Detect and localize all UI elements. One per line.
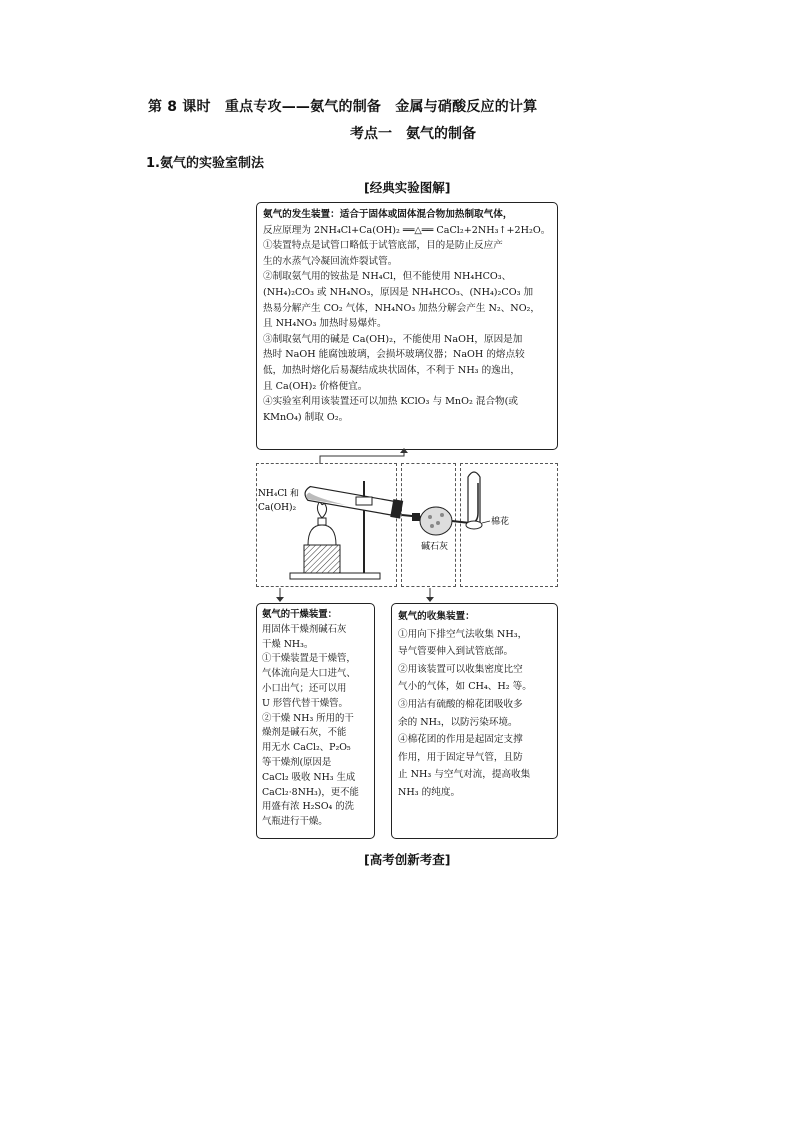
- col-line: 导气管要伸入到试管底部。: [398, 646, 514, 658]
- apparatus-illustration: [256, 463, 558, 587]
- dry-line: 用固体干燥剂碱石灰: [262, 623, 347, 635]
- dry-line: 小口出气；还可以用: [262, 682, 347, 694]
- section-heading: 1.氨气的实验室制法: [146, 156, 264, 171]
- dry-line: ①干燥装置是干燥管，: [262, 653, 356, 665]
- gen-line: ④实验室利用该装置还可以加热 KClO₃ 与 MnO₂ 混合物(或: [263, 396, 518, 408]
- diagram-label: [经典实验图解]: [364, 180, 451, 195]
- gen-line: 氨气的发生装置：适合于固体或固体混合物加热制取气体，: [263, 209, 513, 220]
- dry-line: 气瓶进行干燥。: [262, 816, 328, 828]
- gen-line: 反应原理为 2NH₄Cl+Ca(OH)₂ ══△══ CaCl₂+2NH₃↑+2H₂O。: [263, 224, 551, 236]
- dry-line: U 形管代替干燥管。: [262, 697, 348, 709]
- dry-line: CaCl₂·8NH₃)，更不能: [262, 786, 359, 798]
- drying-label: 碱石灰: [421, 542, 449, 552]
- dry-line: 气体流向是大口进气、: [262, 668, 356, 680]
- col-line: ②用该装置可以收集密度比空: [398, 663, 523, 675]
- gen-line: 且 NH₄NO₃ 加热时易爆炸。: [263, 318, 387, 330]
- dry-line: 用无水 CaCl₂、P₂O₅: [262, 742, 351, 754]
- dry-line: 干燥 NH₃。: [262, 638, 314, 650]
- col-line: 氨气的收集装置：: [398, 611, 475, 622]
- gen-line: KMnO₄) 制取 O₂。: [263, 411, 349, 423]
- col-line: NH₃ 的纯度。: [398, 786, 461, 798]
- dry-line: 等干燥剂(原因是: [262, 756, 332, 768]
- drying-tube-bulb: [420, 507, 452, 535]
- col-line: 余的 NH₃，以防污染环境。: [398, 716, 518, 728]
- collection-delivery-tube: [470, 483, 478, 523]
- bottom-label: [高考创新考查]: [364, 852, 451, 867]
- dry-line: CaCl₂ 吸收 NH₃ 生成: [262, 771, 356, 783]
- dry-line: 用盛有浓 H₂SO₄ 的洗: [262, 801, 355, 813]
- generation-box: [256, 202, 558, 450]
- col-line: 气小的气体，如 CH₄、H₂ 等。: [398, 681, 532, 693]
- col-line: 止 NH₃ 与空气对流，提高收集: [398, 769, 531, 781]
- col-line: ①用向下排空气法收集 NH₃，: [398, 628, 528, 640]
- wooden-block: [304, 545, 340, 573]
- dry-line: 燥剂是碱石灰，不能: [262, 727, 347, 739]
- cotton-icon: [466, 521, 482, 529]
- reagent-label-1: NH₄Cl 和: [258, 489, 299, 499]
- gen-line: 低，加热时熔化后易凝结成块状固体，不利于 NH₃ 的逸出，: [263, 364, 520, 376]
- gen-line: ①装置特点是试管口略低于试管底部，目的是防止反应产: [263, 240, 503, 252]
- alcohol-lamp: [308, 525, 336, 545]
- gen-line: (NH₄)₂CO₃ 或 NH₄NO₃，原因是 NH₄HCO₃、(NH₄)₂CO₃ 加: [263, 286, 534, 298]
- dry-line: ②干燥 NH₃ 所用的干: [262, 712, 354, 724]
- clamp: [356, 497, 372, 505]
- gen-line: 且 Ca(OH)₂ 价格便宜。: [263, 380, 368, 392]
- gen-line: 热易分解产生 CO₂ 气体，NH₄NO₃ 加热分解会产生 N₂、NO₂，: [263, 302, 540, 314]
- gen-line: ②制取氨气用的铵盐是 NH₄Cl，但不能使用 NH₄HCO₃、: [263, 271, 512, 283]
- gen-line: ③制取氨气用的碱是 Ca(OH)₂，不能使用 NaOH，原因是加: [263, 333, 523, 345]
- page-title: 第 8 课时 重点专攻——氨气的制备 金属与硝酸反应的计算: [148, 99, 538, 115]
- stand-base: [290, 573, 380, 579]
- gen-line: 生的水蒸气冷凝回流炸裂试管。: [263, 255, 398, 267]
- reagent-label-2: Ca(OH)₂: [258, 503, 297, 513]
- collection-box: [391, 603, 558, 839]
- col-line: ④棉花团的作用是起固定支撑: [398, 734, 523, 746]
- col-line: 作用，用于固定导气管，且防: [398, 751, 523, 763]
- page-subtitle: 考点一 氨气的制备: [350, 126, 476, 142]
- gen-line: 热时 NaOH 能腐蚀玻璃，会损坏玻璃仪器；NaOH 的熔点较: [263, 349, 525, 361]
- cotton-label: 棉花: [491, 517, 510, 527]
- drying-box: [256, 603, 375, 839]
- dry-line: 氨气的干燥装置：: [262, 609, 338, 620]
- col-line: ③用沾有硫酸的棉花团吸收多: [398, 698, 523, 710]
